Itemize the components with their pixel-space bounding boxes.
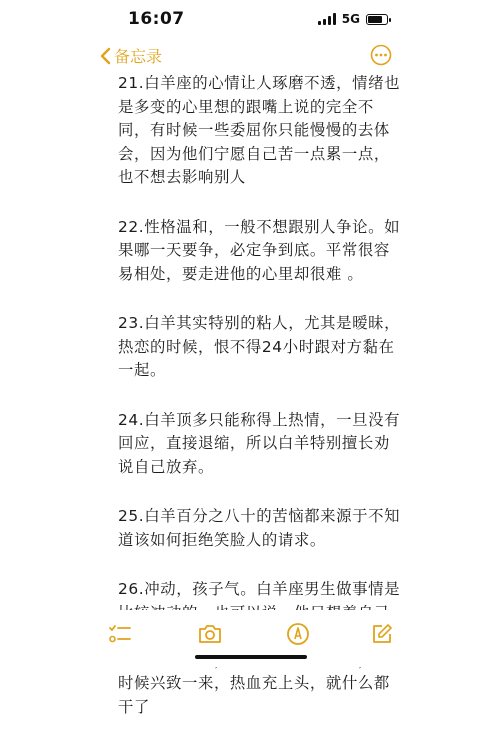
note-paragraph: 21.白羊座的心情让人琢磨不透，情绪也是多变的心里想的跟嘴上说的完全不同，有时候一些委屈你只能慢慢的去体会，因为他们宁愿自己苦一点累一点，也不想去影响别人 [118, 74, 401, 186]
home-indicator[interactable] [195, 655, 307, 659]
back-label: 备忘录 [114, 47, 163, 66]
status-indicators [318, 12, 388, 26]
note-paragraph: 25.白羊百分之八十的苦恼都来源于不知道该如何拒绝笑脸人的请求。 [118, 507, 401, 549]
compose-button[interactable] [370, 622, 394, 650]
note-paragraph: 26.冲动，孩子气。白羊座男生做事情是 时候兴致一来，热血充上头，就什么都干了 [118, 580, 401, 716]
markup-icon [286, 622, 310, 646]
checklist-icon [108, 622, 132, 646]
note-paragraph: 23.白羊其实特别的粘人，尤其是暧昧，热恋的时候，恨不得24小时跟对方黏在一起。 [118, 314, 401, 379]
battery-icon [366, 14, 388, 25]
more-button[interactable] [370, 44, 392, 70]
battery-level [368, 16, 382, 23]
compose-icon [370, 622, 394, 646]
bottom-toolbar [0, 610, 500, 667]
status-time: 16:07 [128, 9, 185, 29]
note-paragraph: 22.性格温和，一般不想跟别人争论。如果哪一天要争，必定争到底。平常很容易相处，要走进他的心里却很难 。 [118, 217, 401, 283]
markup-button[interactable] [286, 622, 310, 650]
back-button[interactable] [100, 44, 162, 67]
nav-bar [0, 40, 500, 70]
signal-icon [318, 13, 336, 25]
checklist-button[interactable] [108, 622, 132, 650]
network-type: 5G [341, 12, 360, 26]
chevron-left-icon [100, 47, 111, 65]
ellipsis-circle-icon [370, 44, 392, 66]
camera-icon [197, 622, 223, 646]
status-bar [0, 0, 500, 40]
note-paragraph: 24.白羊顶多只能称得上热情，一旦没有回应，直接退缩，所以白羊特别擅长劝说自己放弃。 [118, 410, 401, 476]
camera-button[interactable] [197, 622, 223, 650]
